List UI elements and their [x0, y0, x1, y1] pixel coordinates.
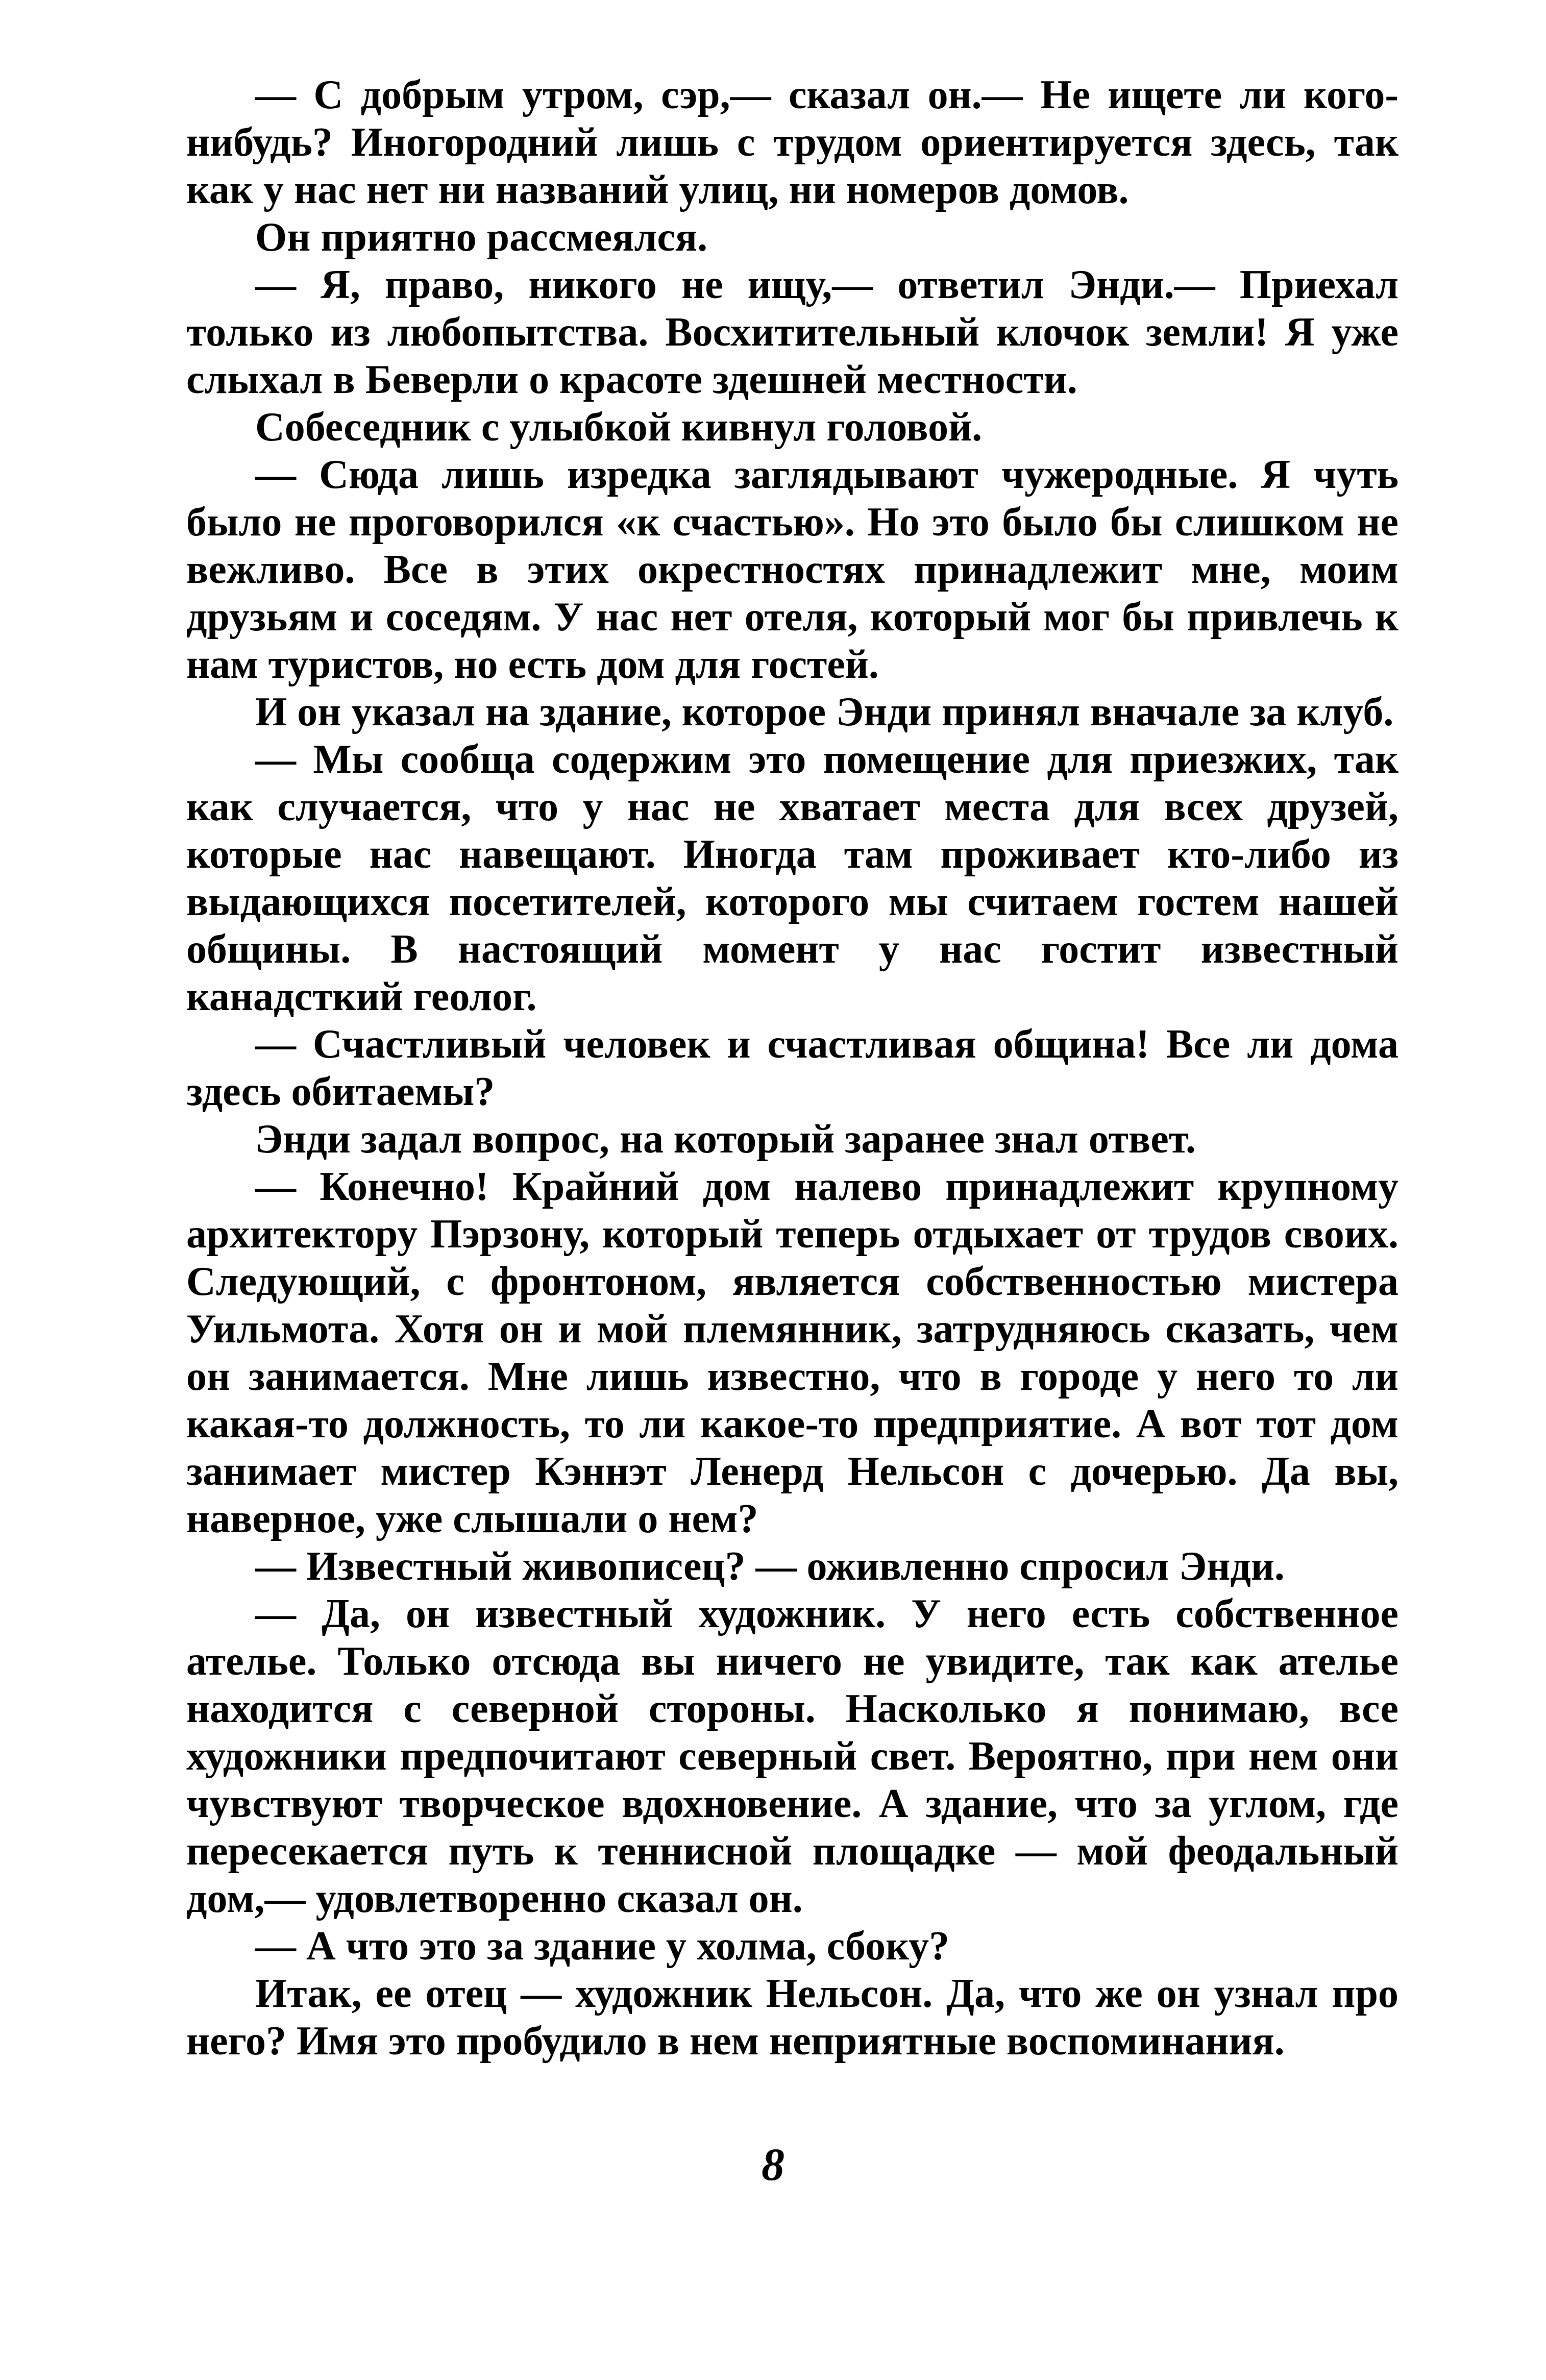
paragraph-12: — Да, он известный художник. У него есть собственное ателье. Только отсюда вы ничего не увидите, так как ателье находится с северной стороны. Насколько я понимаю, все художники предпочитают северный свет. Вероятно, при нем они чувствуют творческое вдохновение. А здание, что за углом, где пересекается путь к теннисной площадке — мой феодальный дом,— удовлетворенно сказал он. — [186, 1591, 1398, 1921]
paragraph-8: — Счастливый человек и счастливая община! Все ли дома здесь обитаемы? — [186, 1022, 1398, 1114]
page-body — [186, 71, 1398, 2065]
paragraph-1: — С добрым утром, сэр,— сказал он.— Не ищете ли кого-нибудь? Иногородний лишь с трудом ориентируется здесь, так как у нас нет ни названий улиц, ни номеров домов. — [186, 72, 1398, 212]
paragraph-7: — Мы сообща содержим это помещение для приезжих, так как случается, что у нас не хватает места для всех друзей, которые нас навещают. Иногда там проживает кто-либо из выдающихся посетителей, которого мы считаем гостем нашей общины. В настоящий момент у нас гостит известный канадсткий геолог. — [186, 737, 1398, 1019]
page-number: 8 — [762, 2140, 784, 2190]
paragraph-2: Он приятно рассмеялся. — [255, 215, 708, 260]
paragraph-5: — Сюда лишь изредка заглядывают чужеродные. Я чуть было не проговорился «к счастью». Но это было бы слишком не вежливо. Все в этих окрестностях принадлежит мне, моим друзьям и соседям. У нас нет отеля, который мог бы привлечь к нам туристов, но есть дом для гостей. — [186, 452, 1398, 687]
paragraph-13: — А что это за здание у холма, сбоку? — [255, 1924, 950, 1969]
paragraph-6: И он указал на здание, которое Энди принял вначале за клуб. — [255, 690, 1394, 734]
paragraph-10: — Конечно! Крайний дом налево принадлежит крупному архитектору Пэрзону, который теперь отдыхает от трудов своих. Следующий, с фронтоном, является собственностью мистера Уильмота. Хотя он и мой племянник, затрудняюсь сказать, чем он занимается. Мне лишь известно, что в городе у него то ли какая-то должность, то ли какое-то предприятие. А вот тот дом занимает мистер Кэннэт Ленерд Нельсон с дочерью. Да вы, наверное, уже слышали о нем? — [186, 1164, 1398, 1541]
paragraph-3: — Я, право, никого не ищу,— ответил Энди.— Приехал только из любопытства. Восхитительный клочок земли! Я уже слыхал в Беверли о красоте здешней местности. — [186, 262, 1398, 402]
paragraph-11: — Известный живописец? — оживленно спросил Энди. — [255, 1544, 1285, 1589]
paragraph-14: Итак, ее отец — художник Нельсон. Да, что же он узнал про него? Имя это пробудило в нем неприятные воспоминания. — [186, 1971, 1398, 2064]
paragraph-9: Энди задал вопрос, на который заранее знал ответ. — [255, 1117, 1196, 1162]
paragraph-4: Собеседник с улыбкой кивнул головой. — [255, 405, 983, 450]
